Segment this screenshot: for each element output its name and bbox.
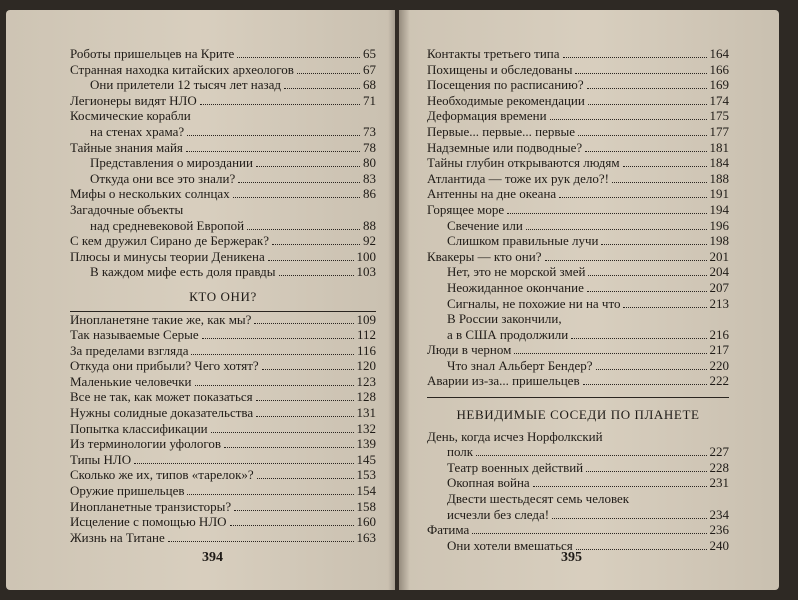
toc-entry[interactable] [427, 140, 729, 156]
dot-leader [187, 484, 353, 495]
toc-entry[interactable] [427, 373, 729, 389]
dot-leader [578, 125, 706, 136]
toc-entry-page: 109 [356, 311, 376, 327]
toc-entry-title: Оружие пришельцев [70, 483, 185, 499]
toc-entry-title: Тайны глубин открываются людям [427, 155, 620, 171]
toc-entry-title: Фатима [427, 522, 470, 538]
toc-entry-title: Посещения по расписанию? [427, 77, 584, 93]
dot-leader [612, 172, 707, 183]
toc-entry[interactable] [70, 499, 376, 515]
dot-leader [168, 531, 354, 542]
toc-entry-title: Из терминологии уфологов [70, 436, 222, 452]
right-toc-group-c [427, 460, 729, 491]
toc-entry-page: 220 [709, 357, 729, 373]
toc-entry-title: Все не так, как может показаться [70, 389, 253, 405]
toc-entry-title: Сигналы, не похожие ни на что [447, 295, 621, 311]
toc-entry-page: 131 [356, 405, 376, 421]
dot-leader [186, 141, 360, 152]
toc-entry-title: Первые... первые... первые [427, 123, 576, 139]
toc-entry-page: 128 [356, 389, 376, 405]
toc-entry-page: 71 [363, 92, 376, 108]
left-page [6, 10, 395, 590]
left-toc-group-a [70, 46, 376, 108]
toc-entry-page: 207 [709, 279, 729, 295]
dot-leader [254, 313, 353, 324]
toc-entry[interactable] [70, 186, 376, 202]
toc-entry[interactable] [427, 280, 729, 296]
toc-entry[interactable] [427, 108, 729, 124]
toc-entry-page: 231 [709, 475, 729, 491]
toc-entry[interactable] [70, 452, 376, 468]
toc-entry[interactable] [70, 436, 376, 452]
toc-entry[interactable] [70, 421, 376, 437]
right-toc-group-a [427, 46, 729, 311]
toc-entry-line: В России закончили, [447, 311, 562, 327]
toc-entry-page: 80 [363, 155, 376, 171]
toc-entry[interactable] [70, 389, 376, 405]
toc-entry[interactable] [427, 186, 729, 202]
dot-leader [545, 250, 707, 261]
toc-entry-title: Плюсы и минусы теории Деникена [70, 248, 265, 264]
toc-entry-title: Они хотели вмешаться [447, 537, 573, 553]
toc-entry[interactable] [70, 249, 376, 265]
toc-entry[interactable] [427, 507, 729, 523]
dot-leader [552, 508, 706, 519]
dot-leader [233, 187, 360, 198]
toc-entry-page: 78 [363, 139, 376, 155]
dot-leader [623, 156, 707, 167]
toc-entry-page: 112 [356, 327, 376, 343]
dot-leader [234, 500, 353, 511]
dot-leader [526, 219, 707, 230]
toc-entry[interactable] [70, 140, 376, 156]
toc-entry[interactable] [427, 202, 729, 218]
toc-entry-page: 145 [356, 451, 376, 467]
toc-entry[interactable] [427, 233, 729, 249]
toc-entry[interactable] [427, 124, 729, 140]
toc-entry-page: 164 [709, 46, 729, 61]
dot-leader [200, 94, 360, 105]
toc-entry-line: Космические корабли [70, 108, 191, 124]
section-heading: НЕВИДИМЫЕ СОСЕДИ ПО ПЛАНЕТЕ [456, 407, 700, 423]
dot-leader [195, 375, 354, 386]
toc-entry[interactable] [427, 249, 729, 265]
toc-entry-page: 103 [356, 264, 376, 280]
right-toc-group-d [427, 522, 729, 553]
toc-entry-page: 88 [363, 217, 376, 233]
toc-entry-page: 213 [709, 295, 729, 311]
toc-entry-title: Они прилетели 12 тысяч лет назад [90, 77, 282, 93]
toc-entry-page: 201 [709, 248, 729, 264]
toc-entry-page: 132 [356, 420, 376, 436]
dot-leader [224, 437, 353, 448]
toc-entry-title: Странная находка китайских археологов [70, 61, 294, 77]
toc-entry[interactable] [427, 444, 729, 460]
dot-leader [623, 297, 706, 308]
toc-entry-title: Инопланетяне такие же, как мы? [70, 311, 252, 327]
toc-entry[interactable] [70, 93, 376, 109]
right-toc-group-b [427, 342, 729, 389]
toc-entry-title: на стенах храма? [90, 123, 185, 139]
dot-leader [585, 141, 706, 152]
dot-leader [191, 344, 354, 355]
dot-leader [230, 515, 354, 526]
toc-entry[interactable] [70, 358, 376, 374]
toc-entry[interactable] [427, 342, 729, 358]
toc-entry-page: 216 [709, 326, 729, 342]
left-toc-group-c [70, 233, 376, 280]
dot-leader [586, 461, 706, 472]
toc-entry-title: Нет, это не морской змей [447, 264, 586, 280]
toc-entry[interactable] [70, 233, 376, 249]
dot-leader [202, 328, 354, 339]
toc-entry-title: Похищены и обследованы [427, 61, 573, 77]
dot-leader [237, 47, 360, 58]
dot-leader [596, 359, 707, 370]
toc-entry-title: Нужны солидные доказательства [70, 405, 254, 421]
toc-entry-title: Сколько же их, типов «тарелок»? [70, 467, 254, 483]
toc-entry-title: Неожиданное окончание [447, 279, 584, 295]
toc-entry-page: 123 [356, 373, 376, 389]
dot-leader [238, 172, 360, 183]
toc-entry-page: 163 [356, 529, 376, 545]
right-toc [427, 46, 729, 553]
toc-entry[interactable] [70, 46, 376, 62]
section-divider [427, 397, 729, 398]
toc-entry-title: Типы НЛО [70, 451, 132, 467]
section-heading: КТО ОНИ? [189, 288, 257, 304]
toc-entry-page: 67 [363, 61, 376, 77]
toc-entry-page: 198 [709, 233, 729, 249]
toc-entry-page: 160 [356, 514, 376, 530]
left-toc [70, 46, 376, 545]
toc-entry[interactable] [427, 296, 729, 312]
toc-entry[interactable] [427, 522, 729, 538]
toc-entry-page: 177 [709, 123, 729, 139]
dot-leader [268, 250, 354, 261]
toc-entry[interactable] [427, 46, 729, 62]
toc-entry-page: 169 [709, 77, 729, 93]
toc-entry-title: В каждом мифе есть доля правды [90, 264, 276, 280]
toc-entry-title: Исцеление с помощью НЛО [70, 514, 227, 530]
dot-leader [257, 468, 354, 479]
toc-entry-title: над средневековой Европой [90, 217, 245, 233]
toc-entry[interactable] [427, 171, 729, 187]
toc-entry[interactable] [70, 124, 376, 140]
toc-entry-title: Квакеры — кто они? [427, 248, 542, 264]
toc-entry-page: 120 [356, 358, 376, 374]
toc-entry-title: Окопная война [447, 475, 530, 491]
dot-leader [284, 78, 360, 89]
toc-entry-page: 194 [709, 201, 729, 217]
toc-entry-page: 240 [709, 537, 729, 553]
toc-entry-title: Театр военных действий [447, 459, 584, 475]
toc-entry[interactable] [70, 483, 376, 499]
toc-entry-title: Контакты третьего типа [427, 46, 560, 61]
dot-leader [256, 406, 353, 417]
toc-entry-title: исчезли без следа! [447, 506, 550, 522]
right-page [399, 10, 779, 590]
toc-entry-page: 234 [709, 506, 729, 522]
dot-leader [507, 203, 706, 214]
dot-leader [272, 234, 360, 245]
toc-entry-page: 68 [363, 77, 376, 93]
toc-entry-title: Мифы о нескольких солнцах [70, 186, 230, 202]
toc-entry[interactable] [70, 264, 376, 280]
toc-entry[interactable] [70, 514, 376, 530]
dot-leader [533, 476, 707, 487]
toc-entry-title: С кем дружил Сирано де Бержерак? [70, 233, 270, 249]
dot-leader [514, 343, 706, 354]
toc-entry-page: 227 [709, 444, 729, 460]
toc-entry[interactable] [427, 77, 729, 93]
left-toc-group-b [70, 140, 376, 202]
toc-entry[interactable] [70, 218, 376, 234]
toc-entry-title: Слишком правильные лучи [447, 233, 599, 249]
toc-entry-page: 188 [709, 170, 729, 186]
toc-entry-page: 100 [356, 248, 376, 264]
toc-entry-page: 222 [709, 373, 729, 389]
toc-entry-title: Свечение или [447, 217, 523, 233]
toc-entry-page: 175 [709, 108, 729, 124]
toc-entry-title: Попытка классификации [70, 420, 208, 436]
page-number: 394 [202, 550, 223, 565]
dot-leader [588, 94, 707, 105]
toc-entry-page: 174 [709, 92, 729, 108]
toc-entry[interactable] [70, 327, 376, 343]
dot-leader [297, 63, 360, 74]
toc-entry-page: 86 [363, 186, 376, 202]
toc-entry[interactable] [427, 358, 729, 374]
dot-leader [588, 265, 706, 276]
left-toc-group-d [70, 312, 376, 546]
toc-entry[interactable] [70, 530, 376, 546]
toc-entry-title: Инопланетные транзисторы? [70, 498, 232, 514]
dot-leader [587, 281, 707, 292]
dot-leader [262, 359, 354, 370]
toc-entry[interactable] [427, 327, 729, 343]
toc-entry-page: 184 [709, 155, 729, 171]
toc-entry-page: 204 [709, 264, 729, 280]
toc-entry[interactable] [427, 264, 729, 280]
dot-leader [256, 156, 360, 167]
toc-entry-title: Откуда они прибыли? Чего хотят? [70, 358, 259, 374]
dot-leader [587, 78, 707, 89]
dot-leader [187, 125, 360, 136]
toc-entry[interactable] [70, 62, 376, 78]
toc-entry[interactable] [427, 460, 729, 476]
dot-leader [550, 109, 707, 120]
dot-leader [576, 539, 707, 550]
toc-entry-page: 191 [709, 186, 729, 202]
toc-entry-page: 92 [363, 233, 376, 249]
toc-entry-title: Легионеры видят НЛО [70, 92, 197, 108]
dot-leader [279, 265, 354, 276]
toc-entry-page: 217 [709, 342, 729, 358]
toc-entry-title: Люди в черном [427, 342, 512, 358]
toc-entry-line: Двести шестьдесят семь человек [447, 491, 630, 507]
toc-entry-title: Что знал Альберт Бендер? [447, 357, 593, 373]
toc-entry[interactable] [70, 171, 376, 187]
toc-entry-page: 83 [363, 170, 376, 186]
dot-leader [134, 453, 353, 464]
toc-entry-title: Атлантида — тоже их рук дело?! [427, 170, 609, 186]
toc-entry[interactable] [427, 218, 729, 234]
dot-leader [563, 47, 707, 58]
toc-entry[interactable] [70, 77, 376, 93]
toc-entry-page: 228 [709, 459, 729, 475]
dot-leader [476, 445, 706, 456]
toc-entry-page: 153 [356, 467, 376, 483]
toc-entry-title: Необходимые рекомендации [427, 92, 585, 108]
toc-entry-title: а в США продолжили [447, 326, 569, 342]
dot-leader [583, 374, 707, 385]
toc-entry-title: Деформация времени [427, 108, 547, 124]
toc-entry-title: Горящее море [427, 201, 505, 217]
toc-entry-title: Жизнь на Титане [70, 529, 165, 545]
toc-entry-page: 236 [709, 522, 729, 538]
toc-entry-page: 154 [356, 483, 376, 499]
toc-entry[interactable] [70, 374, 376, 390]
book-gutter [388, 10, 410, 590]
toc-entry-page: 181 [709, 139, 729, 155]
toc-entry-page: 166 [709, 61, 729, 77]
toc-entry[interactable] [427, 475, 729, 491]
dot-leader [247, 219, 360, 230]
toc-entry[interactable] [427, 62, 729, 78]
toc-entry[interactable] [70, 343, 376, 359]
toc-entry[interactable] [70, 155, 376, 171]
toc-entry[interactable] [70, 405, 376, 421]
toc-entry-title: Надземные или подводные? [427, 139, 583, 155]
toc-entry-title: Так называемые Серые [70, 327, 199, 343]
toc-entry-page: 158 [356, 498, 376, 514]
toc-entry-page: 65 [363, 46, 376, 61]
toc-entry-page: 73 [363, 123, 376, 139]
toc-entry-title: Тайные знания майя [70, 139, 183, 155]
toc-entry-title: Роботы пришельцев на Крите [70, 46, 235, 61]
toc-entry-title: полк [447, 444, 474, 460]
dot-leader [559, 187, 706, 198]
toc-entry-line: Загадочные объекты [70, 201, 184, 217]
dot-leader [575, 63, 706, 74]
toc-entry-title: За пределами взгляда [70, 342, 189, 358]
dot-leader [256, 390, 354, 401]
toc-entry-title: Представления о мироздании [90, 155, 253, 171]
toc-entry-title: Откуда они все это знали? [90, 170, 236, 186]
toc-entry-title: Антенны на дне океана [427, 186, 557, 202]
toc-entry-page: 139 [356, 436, 376, 452]
toc-entry-line: День, когда исчез Норфолкский [427, 428, 603, 444]
dot-leader [472, 523, 706, 534]
toc-entry-title: Маленькие человечки [70, 373, 192, 389]
toc-entry[interactable] [427, 155, 729, 171]
toc-entry[interactable] [70, 312, 376, 328]
dot-leader [211, 422, 354, 433]
toc-entry-page: 116 [356, 342, 376, 358]
toc-entry-title: Аварии из-за... пришельцев [427, 373, 580, 389]
toc-entry[interactable] [427, 93, 729, 109]
toc-entry-page: 196 [709, 217, 729, 233]
dot-leader [601, 234, 706, 245]
toc-entry[interactable] [70, 467, 376, 483]
dot-leader [571, 328, 706, 339]
page-number: 395 [561, 550, 582, 565]
